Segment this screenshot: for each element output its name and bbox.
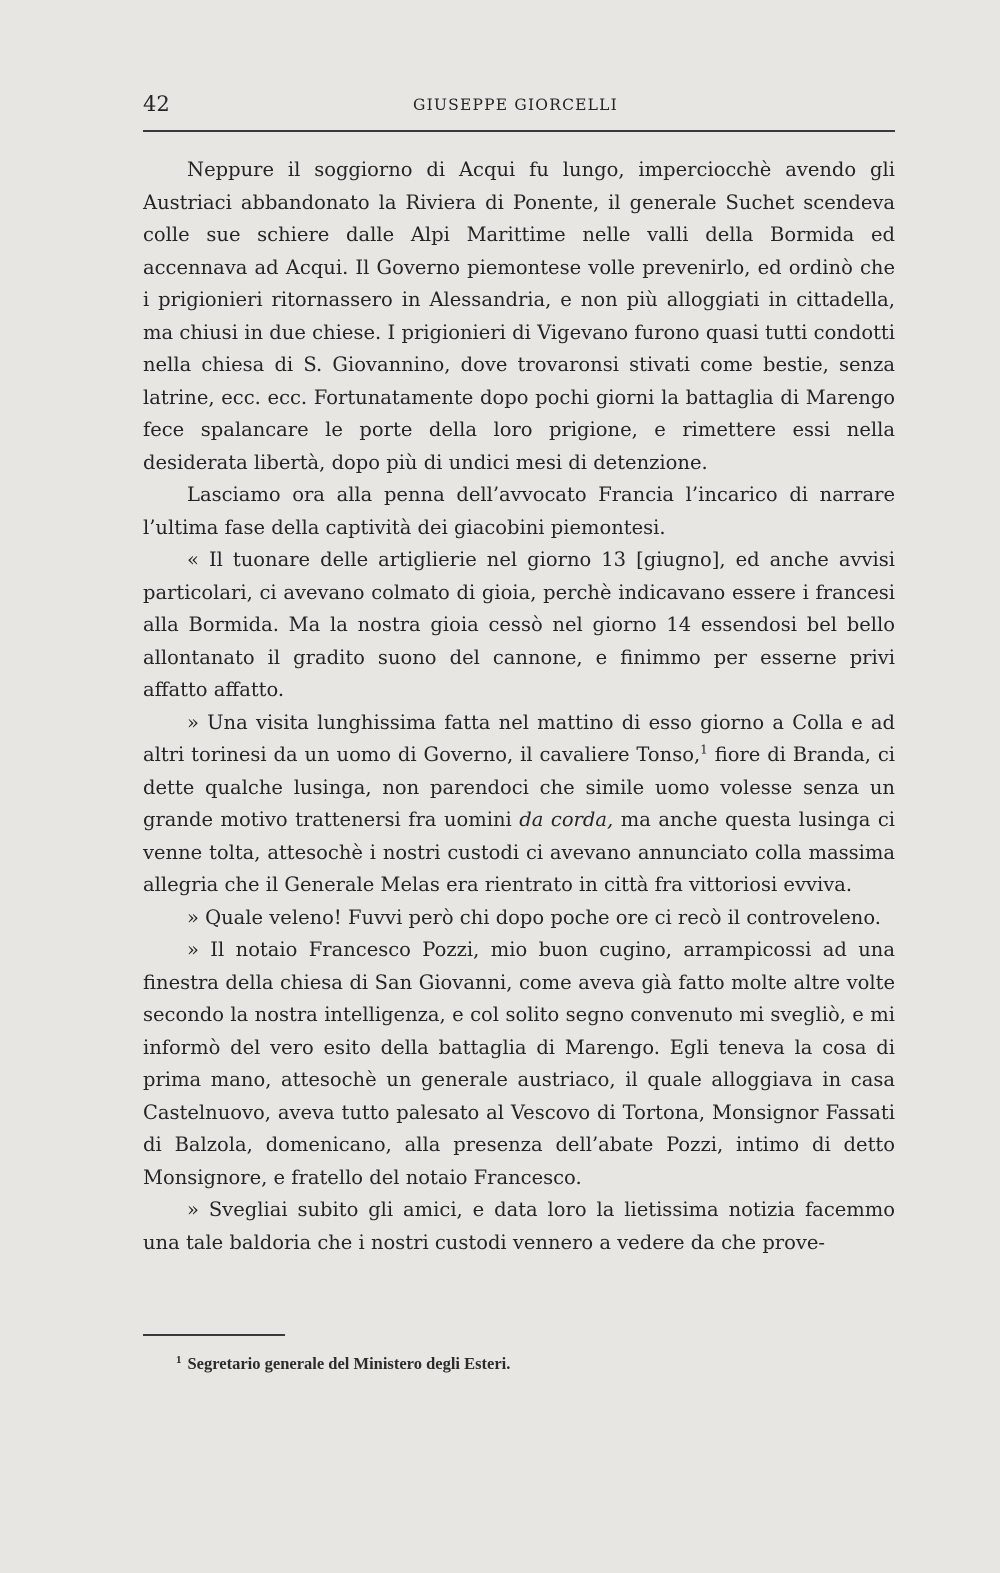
header-rule (143, 130, 895, 132)
paragraph-5: » Quale veleno! Fuvvi però chi dopo poche ore ci recò il controveleno. (187, 905, 881, 929)
page-number: 42 (143, 92, 170, 116)
paragraph-1: Neppure il soggiorno di Acqui fu lungo, imperciocchè avendo gli Austriaci abbandonato la Riviera di Ponente, il generale Suchet scendeva colle sue schiere dalle Alpi Marittime nelle valli della Bormida ed accennava ad Acqui. Il Governo piemontese volle prevenirlo, ed ordinò che i prigionieri ritornassero in Alessandria, e non più alloggiati in cittadella, ma chiusi in due chiese. I prigionieri di Vigevano furono quasi tutti condotti nella chiesa di S. Giovannino, dove trovaronsi stivati come bestie, senza latrine, ecc. ecc. Fortunatamente dopo pochi giorni la battaglia di Marengo fece spalancare le porte della loro prigione, e rimettere essi nella desiderata libertà, dopo più di undici mesi di detenzione. (143, 158, 895, 474)
paragraph-4-part-c: ma anche questa lusinga ci venne tolta, attesochè i nostri custodi ci avevano annunciato colla massima allegria che il Generale Melas era rientrato in città fra vittoriosi evviva. (143, 808, 895, 896)
footnote-reference: 1 (700, 742, 708, 757)
paragraph-3: « Il tuonare delle artiglierie nel giorno 13 [giugno], ed anche avvisi particolari, ci avevano colmato di gioia, perchè indicavano essere i francesi alla Bormida. Ma la nostra gioia cessò nel giorno 14 essendosi bel bello allontanato il gradito suono del cannone, e finimmo per esserne privi affatto affatto. (143, 548, 895, 701)
page-header (143, 92, 895, 122)
footnote (176, 1354, 510, 1374)
paragraph-6: » Il notaio Francesco Pozzi, mio buon cugino, arrampicossi ad una finestra della chiesa di San Giovanni, come aveva già fatto molte altre volte secondo la nostra intelligenza, e col solito segno convenuto mi svegliò, e mi informò del vero esito della battaglia di Marengo. Egli teneva la cosa di prima mano, attesochè un generale austriaco, il quale alloggiava in casa Castelnuovo, aveva tutto palesato al Vescovo di Tortona, Monsignor Fassati di Balzola, domenicano, alla presenza dell’abate Pozzi, intimo di detto Monsignore, e fratello del notaio Francesco. (143, 938, 895, 1189)
body-text (143, 154, 895, 1259)
running-head: GIUSEPPE GIORCELLI (413, 96, 618, 114)
paragraph-2: Lasciamo ora alla penna dell’avvocato Francia l’incarico di narrare l’ultima fase della captività dei giacobini piemontesi. (143, 483, 895, 539)
paragraph-7: » Svegliai subito gli amici, e data loro la lietissima notizia facemmo una tale baldoria che i nostri custodi vennero a vedere da che prove- (143, 1198, 895, 1254)
footnote-mark: 1 (176, 1353, 182, 1366)
footnote-rule (143, 1334, 285, 1336)
paragraph-4-part-b: fiore di Branda, ci dette qualche lusinga, non parendoci che simile uomo volesse senza un grande motivo trattenersi fra uomini (143, 743, 895, 831)
footnote-text: Segretario generale del Ministero degli Esteri. (187, 1354, 511, 1373)
paragraph-4-part-a: » Una visita lunghissima fatta nel mattino di esso giorno a Colla e ad altri torinesi da un uomo di Governo, il cavaliere Tonso, (143, 710, 895, 766)
paragraph-4 (143, 707, 895, 902)
italic-phrase: da corda, (519, 808, 614, 831)
